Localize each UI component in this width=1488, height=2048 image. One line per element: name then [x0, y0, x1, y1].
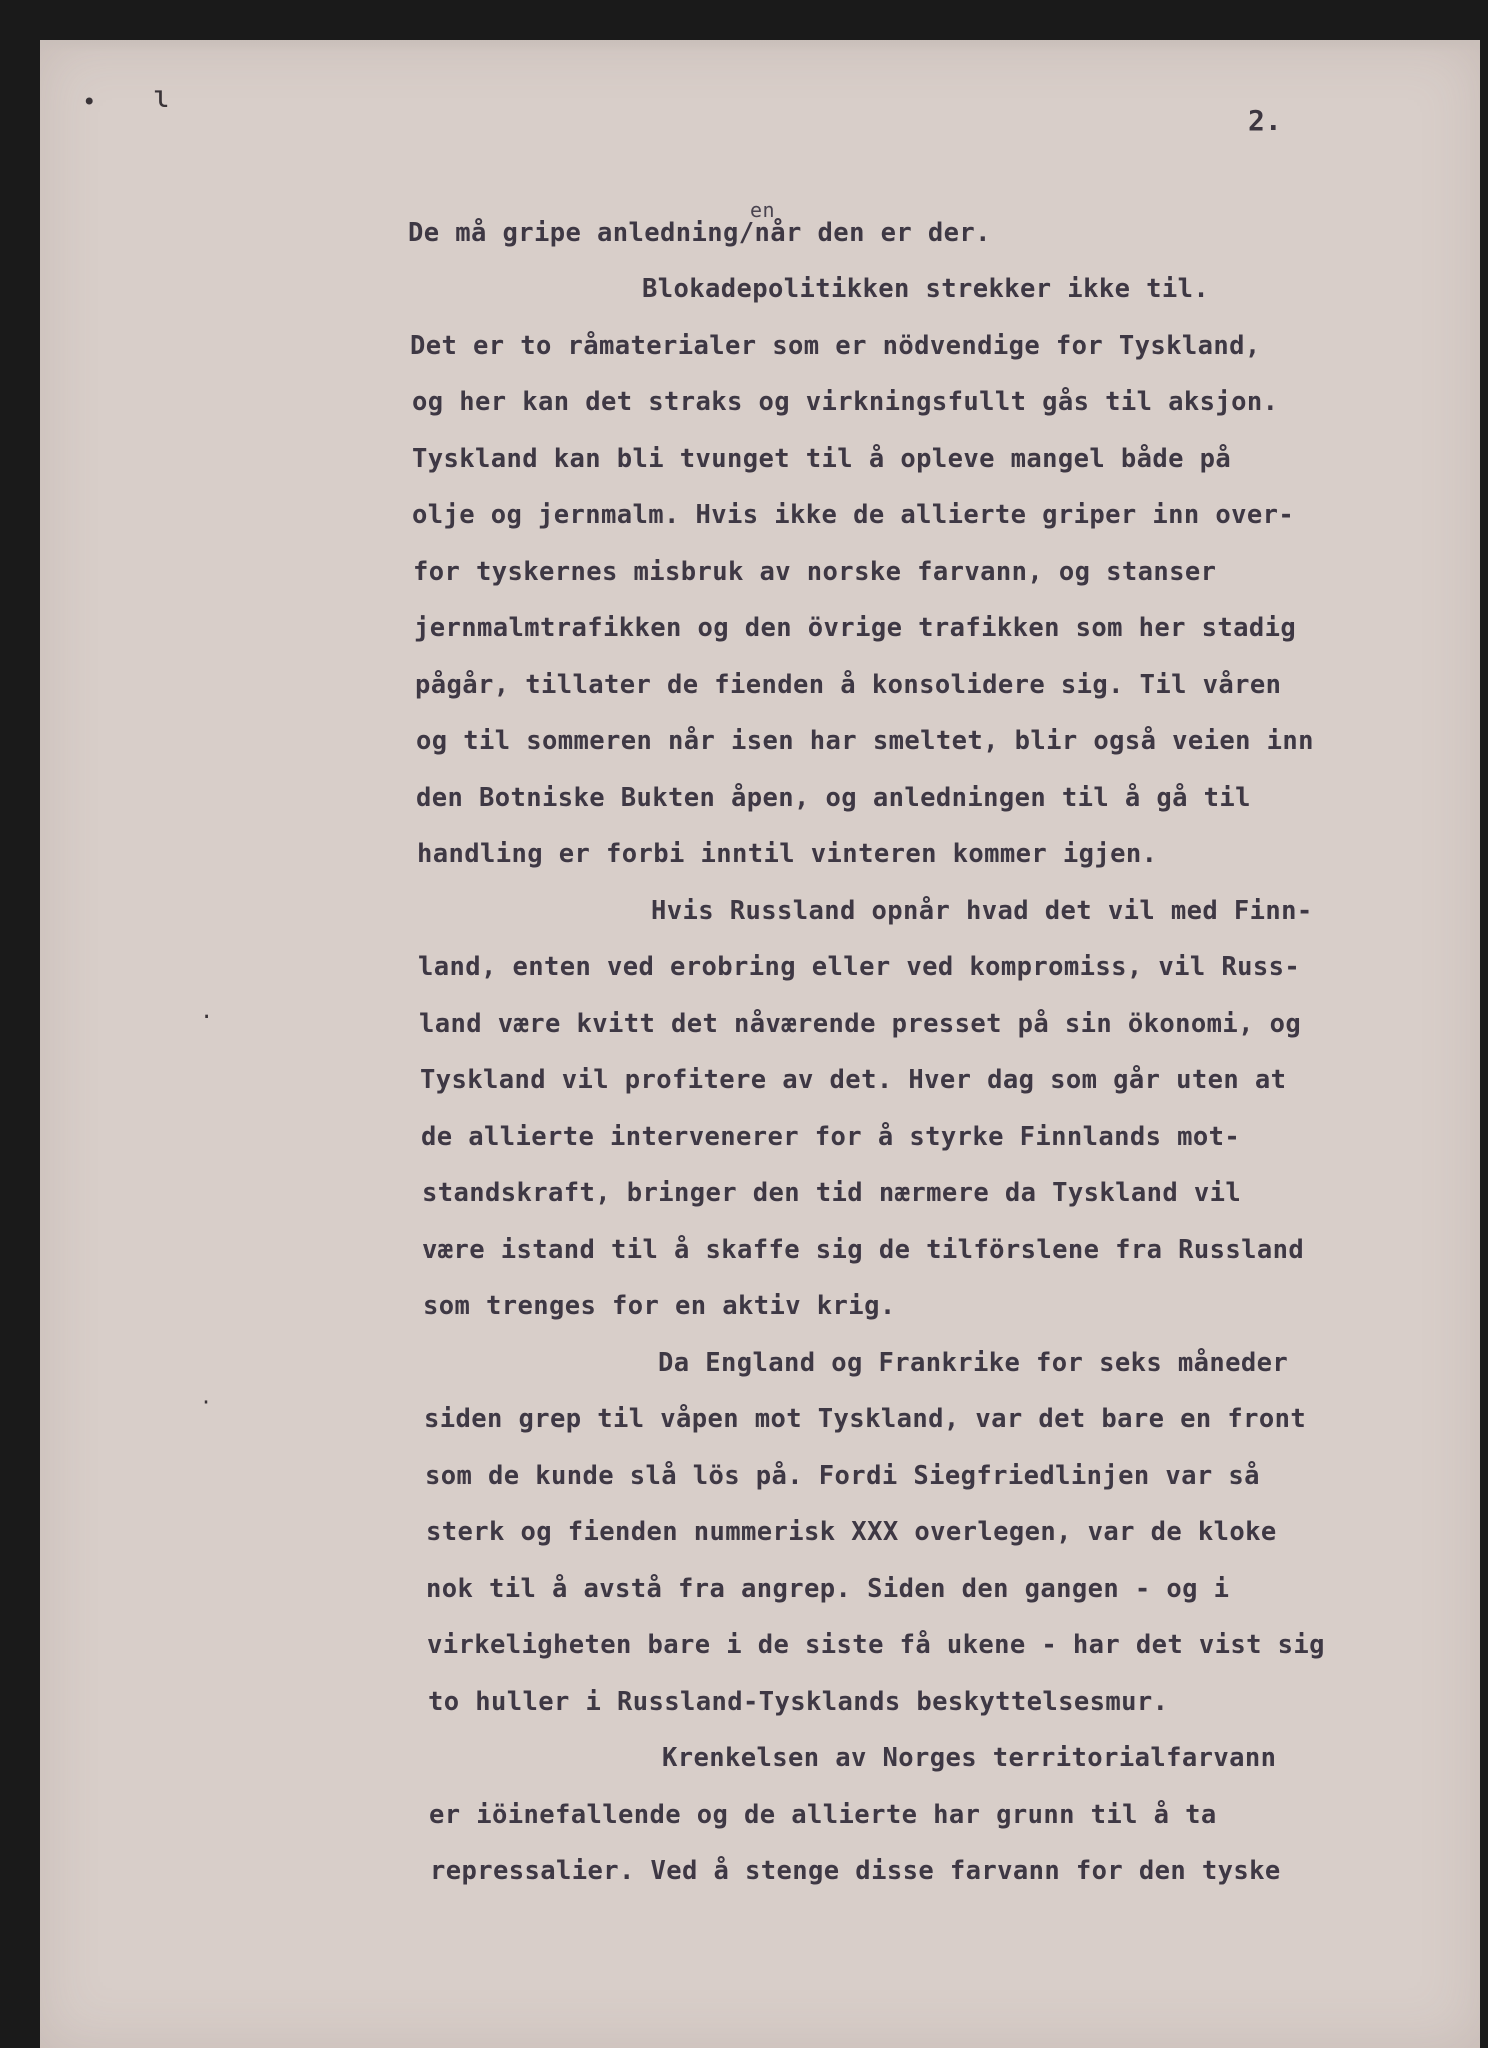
text-line: og til sommeren når isen har smeltet, blir også veien inn — [416, 726, 1314, 756]
text-line: sterk og fienden nummerisk XXX overlegen, var de kloke — [426, 1517, 1277, 1547]
typewritten-body — [40, 40, 1480, 2048]
text-line: og her kan det straks og virkningsfullt gås til aksjon. — [412, 387, 1279, 417]
text-line: repressalier. Ved å stenge disse farvann for den tyske — [430, 1856, 1281, 1886]
text-line: De må gripe anledning/når den er der. — [408, 218, 991, 248]
text-line: nok til å avstå fra angrep. Siden den gangen - og i — [426, 1574, 1230, 1604]
text-line: for tyskernes misbruk av norske farvann, og stanser — [413, 557, 1217, 587]
text-line: olje og jernmalm. Hvis ikke de allierte griper inn over- — [412, 500, 1295, 530]
text-line: som trenges for en aktiv krig. — [423, 1291, 896, 1321]
text-line: som de kunde slå lös på. Fordi Siegfriedlinjen var så — [425, 1461, 1260, 1491]
text-line: land være kvitt det nåværende presset på sin ökonomi, og — [419, 1009, 1302, 1039]
text-line: standskraft, bringer den tid nærmere da Tyskland vil — [422, 1178, 1242, 1208]
handwritten-insertion: en — [750, 198, 775, 222]
text-line: land, enten ved erobring eller ved kompromiss, vil Russ- — [418, 952, 1301, 982]
text-line: Da England og Frankrike for seks måneder — [658, 1348, 1289, 1378]
margin-dot-mark: · — [200, 1390, 213, 1414]
margin-dot-mark: · — [200, 1005, 214, 1030]
text-line: være istand til å skaffe sig de tilförslene fra Russland — [422, 1235, 1305, 1265]
text-line: pågår, tillater de fienden å konsolidere sig. Til våren — [415, 670, 1282, 700]
margin-tick-mark: ɩ — [152, 80, 171, 115]
text-line: jernmalmtrafikken og den övrige trafikken som her stadig — [414, 613, 1297, 643]
text-line: de allierte intervenerer for å styrke Finnlands mot- — [421, 1122, 1241, 1152]
text-line: Krenkelsen av Norges territorialfarvann — [662, 1743, 1277, 1773]
text-line: handling er forbi inntil vinteren kommer igjen. — [417, 839, 1158, 869]
text-line: den Botniske Bukten åpen, og anledningen til å gå til — [416, 783, 1251, 813]
text-line: Det er to råmaterialer som er nödvendige for Tyskland, — [410, 331, 1261, 361]
text-line: Tyskland kan bli tvunget til å opleve mangel både på — [412, 444, 1232, 474]
text-line: virkeligheten bare i de siste få ukene - har det vist sig — [427, 1630, 1325, 1660]
text-line: siden grep til våpen mot Tyskland, var det bare en front — [424, 1404, 1307, 1434]
text-line: er iöinefallende og de allierte har grunn til å ta — [429, 1800, 1217, 1830]
text-line: Tyskland vil profitere av det. Hver dag som går uten at — [420, 1065, 1287, 1095]
text-line: to huller i Russland-Tysklands beskyttelsesmur. — [428, 1687, 1169, 1717]
margin-dot-mark: • — [82, 88, 97, 116]
text-line: Hvis Russland opnår hvad det vil med Finn- — [651, 896, 1313, 926]
page-number: 2. — [1248, 104, 1282, 137]
document-page — [40, 40, 1480, 2048]
text-line: Blokadepolitikken strekker ikke til. — [642, 274, 1210, 304]
